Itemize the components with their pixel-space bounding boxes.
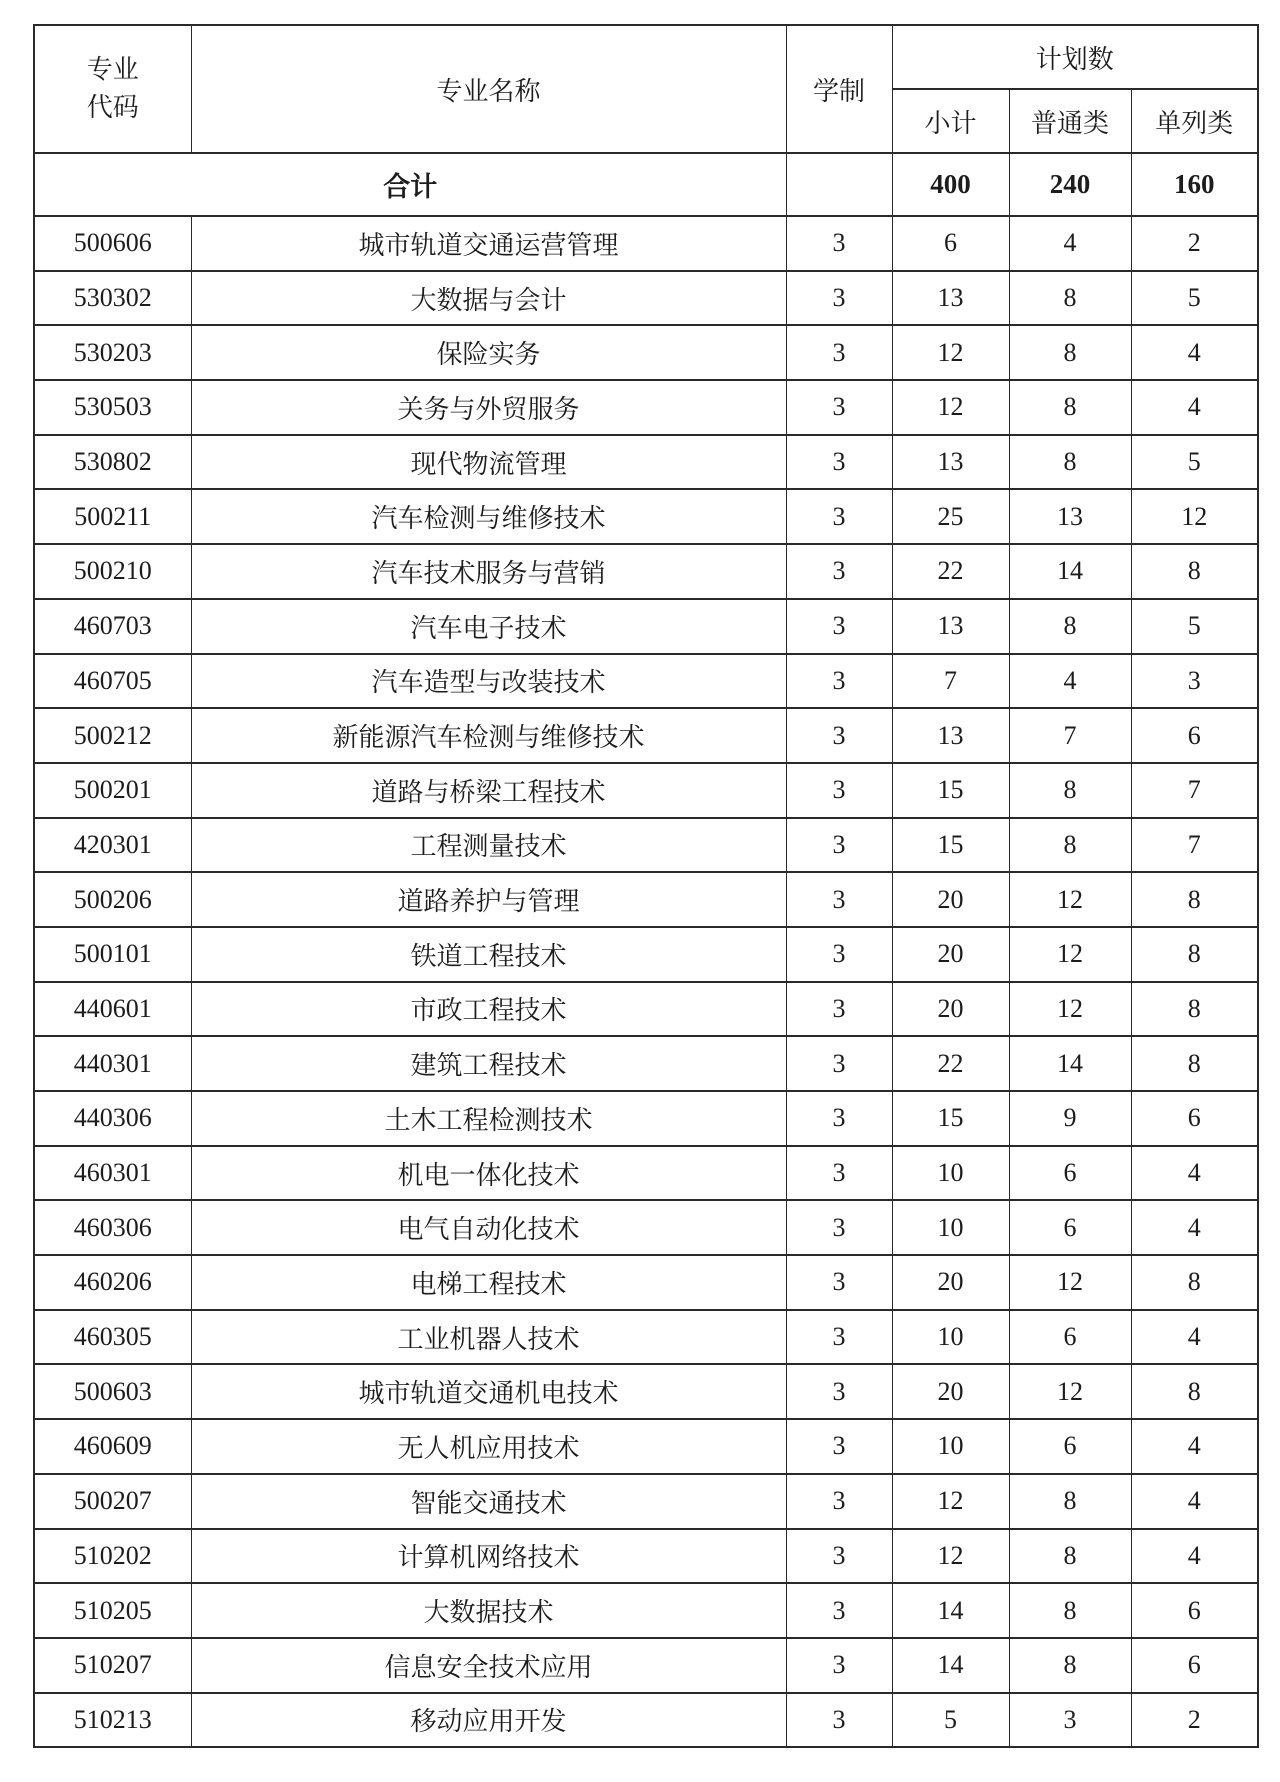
major-code-cell: 510202 <box>34 1529 191 1584</box>
table-row <box>34 872 1258 927</box>
major-code-cell: 440601 <box>34 982 191 1037</box>
plan-separate-cell: 3 <box>1131 654 1258 709</box>
duration-cell: 3 <box>786 1200 892 1255</box>
plan-subtotal-cell: 25 <box>892 489 1009 544</box>
plan-subtotal-cell: 15 <box>892 818 1009 873</box>
table-row <box>34 818 1258 873</box>
plan-subtotal-cell: 20 <box>892 927 1009 982</box>
table-row <box>34 1693 1258 1748</box>
plan-subtotal-cell: 13 <box>892 435 1009 490</box>
duration-cell: 3 <box>786 708 892 763</box>
plan-regular-cell: 13 <box>1009 489 1131 544</box>
plan-separate-cell: 8 <box>1131 1364 1258 1419</box>
plan-separate-cell: 4 <box>1131 380 1258 435</box>
major-code-cell: 500606 <box>34 216 191 271</box>
plan-subtotal-cell: 20 <box>892 1255 1009 1310</box>
plan-subtotal-cell: 15 <box>892 763 1009 818</box>
plan-separate-cell: 4 <box>1131 1529 1258 1584</box>
major-name-cell: 工程测量技术 <box>191 818 786 873</box>
major-name-cell: 信息安全技术应用 <box>191 1638 786 1693</box>
table-row <box>34 380 1258 435</box>
plan-separate-cell: 6 <box>1131 1091 1258 1146</box>
major-name-cell: 建筑工程技术 <box>191 1036 786 1091</box>
major-name-cell: 城市轨道交通机电技术 <box>191 1364 786 1419</box>
major-name-cell: 电梯工程技术 <box>191 1255 786 1310</box>
plan-regular-cell: 8 <box>1009 271 1131 326</box>
major-code-cell: 460301 <box>34 1146 191 1201</box>
plan-regular-cell: 8 <box>1009 1583 1131 1638</box>
duration-cell: 3 <box>786 599 892 654</box>
plan-regular-cell: 6 <box>1009 1419 1131 1474</box>
major-code-cell: 460703 <box>34 599 191 654</box>
plan-regular-cell: 12 <box>1009 872 1131 927</box>
table-row <box>34 271 1258 326</box>
enrollment-plan-table <box>33 24 1259 1748</box>
major-code-cell: 460609 <box>34 1419 191 1474</box>
major-name-cell: 汽车检测与维修技术 <box>191 489 786 544</box>
duration-cell: 3 <box>786 1091 892 1146</box>
table-row <box>34 489 1258 544</box>
major-name-cell: 计算机网络技术 <box>191 1529 786 1584</box>
plan-regular-cell: 14 <box>1009 544 1131 599</box>
duration-cell: 3 <box>786 1364 892 1419</box>
major-name-cell: 电气自动化技术 <box>191 1200 786 1255</box>
header-major-code <box>34 25 191 153</box>
plan-separate-cell: 2 <box>1131 1693 1258 1748</box>
table-row <box>34 763 1258 818</box>
plan-separate-cell: 7 <box>1131 763 1258 818</box>
table-row <box>34 1474 1258 1529</box>
table-row <box>34 1419 1258 1474</box>
major-code-cell: 500207 <box>34 1474 191 1529</box>
header-major-code-line2: 代码 <box>86 93 139 122</box>
duration-cell: 3 <box>786 982 892 1037</box>
major-name-cell: 道路与桥梁工程技术 <box>191 763 786 818</box>
duration-cell: 3 <box>786 763 892 818</box>
duration-cell: 3 <box>786 1583 892 1638</box>
plan-separate-cell: 4 <box>1131 1200 1258 1255</box>
plan-regular-cell: 12 <box>1009 927 1131 982</box>
major-name-cell: 汽车造型与改装技术 <box>191 654 786 709</box>
plan-subtotal-cell: 15 <box>892 1091 1009 1146</box>
table-row <box>34 654 1258 709</box>
header-subtotal: 小计 <box>892 89 1009 153</box>
plan-subtotal-cell: 12 <box>892 1529 1009 1584</box>
plan-subtotal-cell: 14 <box>892 1638 1009 1693</box>
major-code-cell: 500603 <box>34 1364 191 1419</box>
plan-separate-cell: 6 <box>1131 708 1258 763</box>
table-row <box>34 1146 1258 1201</box>
major-code-cell: 460705 <box>34 654 191 709</box>
plan-subtotal-cell: 10 <box>892 1310 1009 1365</box>
header-separate: 单列类 <box>1131 89 1258 153</box>
plan-regular-cell: 7 <box>1009 708 1131 763</box>
plan-regular-cell: 8 <box>1009 435 1131 490</box>
major-code-cell: 460306 <box>34 1200 191 1255</box>
plan-separate-cell: 8 <box>1131 1036 1258 1091</box>
header-plan-group: 计划数 <box>892 25 1258 89</box>
plan-regular-cell: 8 <box>1009 1474 1131 1529</box>
table-row <box>34 1364 1258 1419</box>
duration-cell: 3 <box>786 872 892 927</box>
plan-subtotal-cell: 20 <box>892 1364 1009 1419</box>
major-name-cell: 现代物流管理 <box>191 435 786 490</box>
plan-regular-cell: 8 <box>1009 599 1131 654</box>
major-code-cell: 530503 <box>34 380 191 435</box>
table-row <box>34 1583 1258 1638</box>
major-name-cell: 汽车技术服务与营销 <box>191 544 786 599</box>
plan-subtotal-cell: 14 <box>892 1583 1009 1638</box>
table-row <box>34 1310 1258 1365</box>
duration-cell: 3 <box>786 1146 892 1201</box>
plan-separate-cell: 12 <box>1131 489 1258 544</box>
plan-separate-cell: 4 <box>1131 1474 1258 1529</box>
total-separate: 160 <box>1131 153 1258 216</box>
duration-cell: 3 <box>786 435 892 490</box>
plan-regular-cell: 4 <box>1009 654 1131 709</box>
plan-subtotal-cell: 13 <box>892 599 1009 654</box>
plan-regular-cell: 9 <box>1009 1091 1131 1146</box>
table-row <box>34 216 1258 271</box>
duration-cell: 3 <box>786 1638 892 1693</box>
plan-separate-cell: 8 <box>1131 927 1258 982</box>
plan-separate-cell: 4 <box>1131 1419 1258 1474</box>
major-code-cell: 530302 <box>34 271 191 326</box>
plan-subtotal-cell: 13 <box>892 271 1009 326</box>
plan-subtotal-cell: 20 <box>892 872 1009 927</box>
plan-subtotal-cell: 12 <box>892 325 1009 380</box>
table-row <box>34 708 1258 763</box>
major-name-cell: 市政工程技术 <box>191 982 786 1037</box>
header-duration: 学制 <box>786 25 892 153</box>
major-code-cell: 500101 <box>34 927 191 982</box>
plan-subtotal-cell: 5 <box>892 1693 1009 1748</box>
duration-cell: 3 <box>786 544 892 599</box>
plan-regular-cell: 12 <box>1009 1255 1131 1310</box>
header-major-code-line1: 专业 <box>86 55 139 85</box>
plan-regular-cell: 8 <box>1009 1638 1131 1693</box>
plan-separate-cell: 4 <box>1131 325 1258 380</box>
duration-cell: 3 <box>786 325 892 380</box>
plan-separate-cell: 5 <box>1131 599 1258 654</box>
duration-cell: 3 <box>786 1255 892 1310</box>
duration-cell: 3 <box>786 654 892 709</box>
table-row <box>34 599 1258 654</box>
plan-subtotal-cell: 13 <box>892 708 1009 763</box>
major-code-cell: 510213 <box>34 1693 191 1748</box>
plan-separate-cell: 5 <box>1131 271 1258 326</box>
major-name-cell: 机电一体化技术 <box>191 1146 786 1201</box>
plan-subtotal-cell: 20 <box>892 982 1009 1037</box>
major-code-cell: 500206 <box>34 872 191 927</box>
plan-subtotal-cell: 10 <box>892 1419 1009 1474</box>
table-row <box>34 325 1258 380</box>
total-label: 合计 <box>34 153 786 216</box>
duration-cell: 3 <box>786 489 892 544</box>
table-row <box>34 1638 1258 1693</box>
duration-cell: 3 <box>786 271 892 326</box>
major-name-cell: 保险实务 <box>191 325 786 380</box>
duration-cell: 3 <box>786 1419 892 1474</box>
major-code-cell: 500210 <box>34 544 191 599</box>
major-name-cell: 移动应用开发 <box>191 1693 786 1748</box>
plan-regular-cell: 6 <box>1009 1200 1131 1255</box>
plan-separate-cell: 4 <box>1131 1310 1258 1365</box>
major-name-cell: 道路养护与管理 <box>191 872 786 927</box>
major-code-cell: 440306 <box>34 1091 191 1146</box>
plan-subtotal-cell: 12 <box>892 1474 1009 1529</box>
total-row <box>34 153 1258 216</box>
plan-regular-cell: 8 <box>1009 325 1131 380</box>
major-name-cell: 铁道工程技术 <box>191 927 786 982</box>
duration-cell: 3 <box>786 1036 892 1091</box>
major-name-cell: 大数据技术 <box>191 1583 786 1638</box>
major-code-cell: 460206 <box>34 1255 191 1310</box>
major-code-cell: 530802 <box>34 435 191 490</box>
major-name-cell: 智能交通技术 <box>191 1474 786 1529</box>
table-row <box>34 435 1258 490</box>
plan-separate-cell: 2 <box>1131 216 1258 271</box>
major-name-cell: 汽车电子技术 <box>191 599 786 654</box>
major-code-cell: 420301 <box>34 818 191 873</box>
major-code-cell: 500212 <box>34 708 191 763</box>
major-name-cell: 无人机应用技术 <box>191 1419 786 1474</box>
plan-regular-cell: 4 <box>1009 216 1131 271</box>
table-row <box>34 1255 1258 1310</box>
header-regular: 普通类 <box>1009 89 1131 153</box>
plan-separate-cell: 8 <box>1131 872 1258 927</box>
table-row <box>34 982 1258 1037</box>
total-regular: 240 <box>1009 153 1131 216</box>
duration-cell: 3 <box>786 1693 892 1748</box>
duration-cell: 3 <box>786 1529 892 1584</box>
plan-subtotal-cell: 22 <box>892 544 1009 599</box>
plan-subtotal-cell: 10 <box>892 1200 1009 1255</box>
major-name-cell: 大数据与会计 <box>191 271 786 326</box>
duration-cell: 3 <box>786 1310 892 1365</box>
duration-cell: 3 <box>786 818 892 873</box>
plan-regular-cell: 12 <box>1009 982 1131 1037</box>
plan-regular-cell: 6 <box>1009 1310 1131 1365</box>
plan-subtotal-cell: 22 <box>892 1036 1009 1091</box>
plan-regular-cell: 3 <box>1009 1693 1131 1748</box>
plan-separate-cell: 4 <box>1131 1146 1258 1201</box>
table-row <box>34 927 1258 982</box>
plan-separate-cell: 7 <box>1131 818 1258 873</box>
major-code-cell: 530203 <box>34 325 191 380</box>
plan-separate-cell: 6 <box>1131 1638 1258 1693</box>
plan-subtotal-cell: 10 <box>892 1146 1009 1201</box>
plan-subtotal-cell: 7 <box>892 654 1009 709</box>
plan-regular-cell: 6 <box>1009 1146 1131 1201</box>
table-row <box>34 1529 1258 1584</box>
major-name-cell: 新能源汽车检测与维修技术 <box>191 708 786 763</box>
major-code-cell: 510207 <box>34 1638 191 1693</box>
plan-regular-cell: 8 <box>1009 818 1131 873</box>
table-row <box>34 544 1258 599</box>
major-code-cell: 500201 <box>34 763 191 818</box>
plan-subtotal-cell: 6 <box>892 216 1009 271</box>
plan-regular-cell: 8 <box>1009 380 1131 435</box>
total-subtotal: 400 <box>892 153 1009 216</box>
plan-regular-cell: 14 <box>1009 1036 1131 1091</box>
header-row-top <box>34 25 1258 89</box>
major-code-cell: 500211 <box>34 489 191 544</box>
major-code-cell: 440301 <box>34 1036 191 1091</box>
plan-separate-cell: 6 <box>1131 1583 1258 1638</box>
major-code-cell: 460305 <box>34 1310 191 1365</box>
major-name-cell: 关务与外贸服务 <box>191 380 786 435</box>
header-major-name: 专业名称 <box>191 25 786 153</box>
plan-separate-cell: 8 <box>1131 982 1258 1037</box>
plan-separate-cell: 8 <box>1131 1255 1258 1310</box>
plan-separate-cell: 5 <box>1131 435 1258 490</box>
major-name-cell: 工业机器人技术 <box>191 1310 786 1365</box>
major-code-cell: 510205 <box>34 1583 191 1638</box>
plan-regular-cell: 8 <box>1009 763 1131 818</box>
total-duration-empty <box>786 153 892 216</box>
duration-cell: 3 <box>786 380 892 435</box>
major-name-cell: 土木工程检测技术 <box>191 1091 786 1146</box>
duration-cell: 3 <box>786 927 892 982</box>
plan-separate-cell: 8 <box>1131 544 1258 599</box>
plan-subtotal-cell: 12 <box>892 380 1009 435</box>
plan-regular-cell: 12 <box>1009 1364 1131 1419</box>
duration-cell: 3 <box>786 216 892 271</box>
table-row <box>34 1036 1258 1091</box>
major-name-cell: 城市轨道交通运营管理 <box>191 216 786 271</box>
table-row <box>34 1091 1258 1146</box>
table-row <box>34 1200 1258 1255</box>
plan-regular-cell: 8 <box>1009 1529 1131 1584</box>
duration-cell: 3 <box>786 1474 892 1529</box>
